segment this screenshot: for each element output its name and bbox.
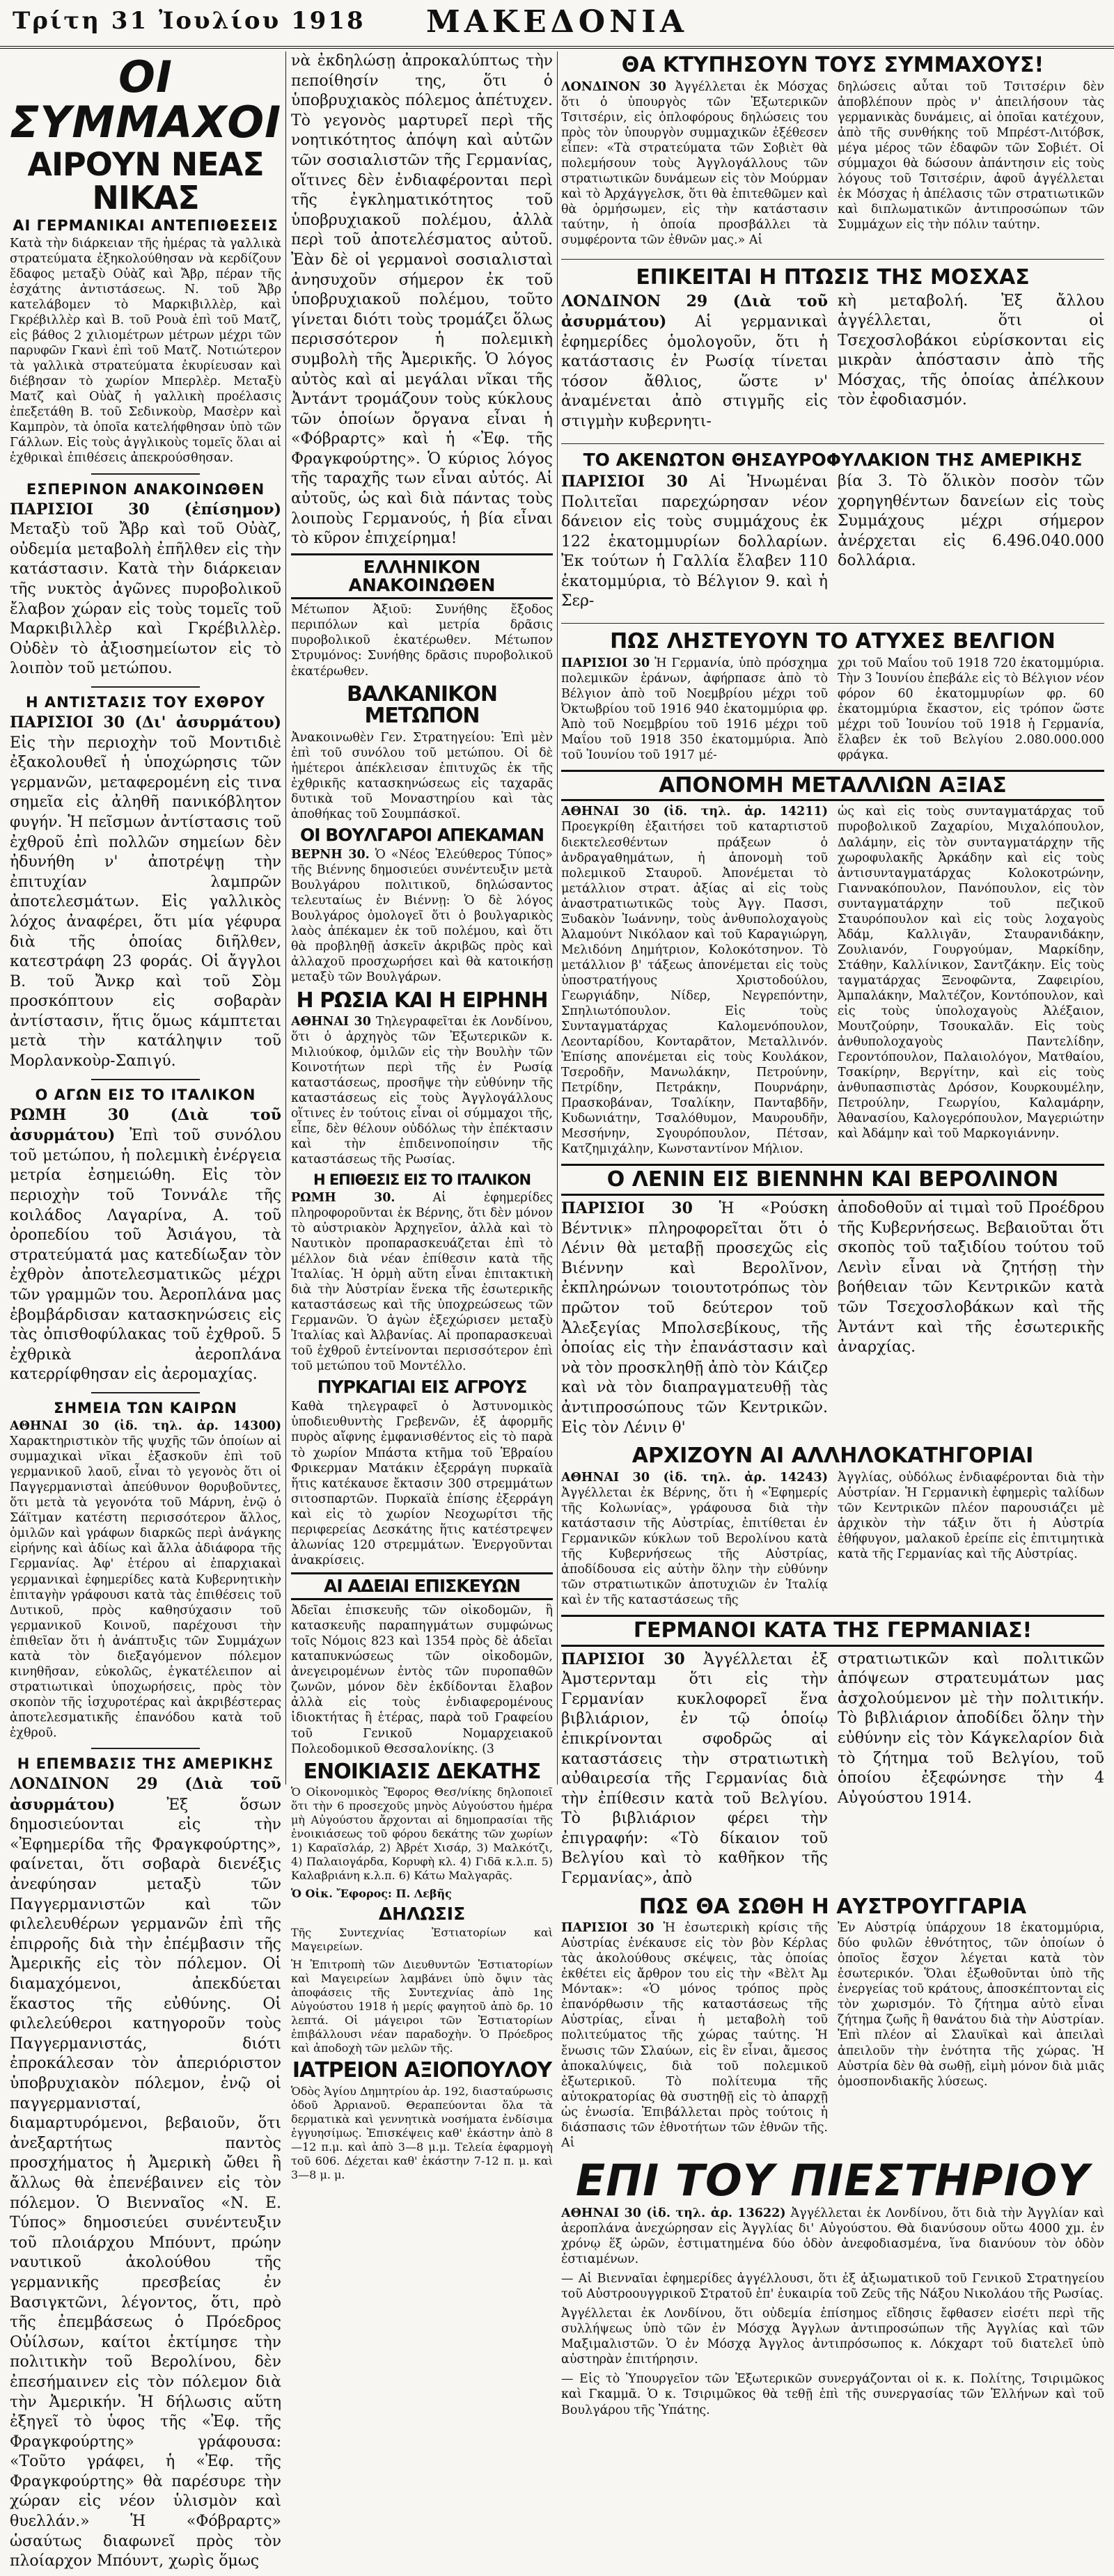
section-title: ΓΕΡΜΑΝΟΙ ΚΑΤΑ ΤΗΣ ΓΕΡΜΑΝΙΑΣ!	[561, 1615, 1104, 1647]
dateline: ΠΑΡΙΣΙΟΙ 30	[561, 1650, 685, 1668]
section-title: ΠΩΣ ΘΑ ΣΩΘΗ Η ΑΥΣΤΡΟΥΓΓΑΡΙΑ	[638, 1894, 1027, 1919]
column-1	[10, 52, 281, 2576]
section-title: ΕΣΠΕΡΙΝΟΝ ΑΝΑΚΟΙΝΩΘΕΝ	[26, 480, 265, 498]
article-text: Τηλεγραφεῖται ἐκ Λονδίνου, ὅτι ὁ ἀρχηγὸς τῶν Ἐξωτερικῶν κ. Μιλιούκοφ, ὁμιλῶν εἰς τὴν Βουλὴν τῶν Κοινοτήτων περὶ τῆς ἐν Ρωσίᾳ καταστάσεως, προσῆψε τὴν εὐθύνην τῆς καταστάσεως εἰς τοὺς Ἀγγλογάλλους οἵτινες ἐν τούτοις εἶναι οἱ σύμμαχοι τῆς, εἶπε, δὲν θέλουν οὐδόλως τὴν ἐπέκτασιν καὶ τὴν ἐπιδεινοποίησιν τῆς καταστάσεως τῆς Ρωσίας.	[291, 1015, 553, 1167]
dateline: ΠΑΡΙΣΙΟΙ 30	[561, 656, 650, 670]
dateline: ΒΕΡΝΗ 30.	[291, 848, 370, 862]
article-text: Αἱ γερμανικαὶ ἐφημερίδες ὁμολογοῦν, ὅτι ἡ κατάστασις ἐν Ρωσίᾳ τίνεται τόσον ἄθλιος, ὥστε ν' ἀναμένεται ἀπὸ στιγμῆς εἰς στιγμὴν κυβερνητι-	[561, 313, 829, 431]
section-title: ΠΥΡΚΑΓΙΑΙ ΕΙΣ ΑΓΡΟΥΣ	[317, 1377, 527, 1398]
column-divider	[285, 52, 286, 1785]
section-title: ΕΛΛΗΝΙΚΟΝ ΑΝΑΚΟΙΝΩΘΕΝ	[291, 553, 553, 600]
main-subheadline: ΑΙΡΟΥΝ ΝΕΑΣ ΝΙΚΑΣ	[27, 145, 264, 217]
article-text: Ἀγγέλλεται ἐκ Λονδίνου, ὅτι διὰ τὴν Ἀγγλίαν καὶ ἀεροπλάνα ἀνεχώρησαν εἰς Ἀγγλίας δι' Αὐγούστου. Θὰ διανύσουν οὕτω 4000 χμ. ἐν χρόνῳ ἕξ ὡρῶν, ἐστιματημένα δύο ὁδὸν ἀνεφοδιασμένα, ἵνα διανύουν τὸν ὁδὸν ἐστιαμένων.	[561, 2206, 1104, 2267]
article-text: Ἡ Γερμανία, ὑπὸ πρόσχημα πολεμικῶν ἐράνων, ἀφήρπασε ἀπὸ τὸ Βέλγιον ἀπὸ τοῦ Νοεμβρίου μέχρι τοῦ Ὀκτωβρίου τοῦ 1916 940 ἑκατομμύρια φρ. Ἀπὸ τοῦ Νοεμβρίου τοῦ 1916 μέχρι τοῦ Μαΐου τοῦ 1918 350 ἑκατομμύρια. Ἀπὸ τοῦ Ἰουνίου τοῦ 1917 μέ-	[561, 656, 828, 762]
ad-number: (3	[482, 1741, 495, 1756]
article-text: Ἀγγέλλεται ἐκ Λονδίνου, ὅτι οὐδεμία ἐπίσημος εἴδησις ἔφθασεν εἰσέτι περὶ τῆς συλλήψεως ὑπὸ τῶν ἐν Μόσχᾳ Ἀγγλων ἀντιπροσώπων τῆς Ἀγγλίας καὶ τῶν Μαξιμαλιστῶν. Ὁ ἐν Μόσχᾳ Ἀγγλος ἀντιπρόσωπος κ. Λόκχαρτ τοῦ διατελεῖ ὑπὸ αὐστηρὰν ἐπιτήρησιν.	[561, 2307, 1104, 2367]
dateline: ΠΑΡΙΣΙΟΙ 30	[561, 1921, 654, 1936]
article-text: Ἀγγέλλεται ἐκ Βέρνης, ὅτι ἡ «Ἐφημερίς τῆς Κολωνίας», γράφουσα διὰ τὴν κατάστασιν τῆς Αὐστρίας, ἐπιτίθεται ἐν Γερμανικῶν κύκλων τοῦ Βερολίνου κατὰ τῆς Κυβερνήσεως τῆς Αὐστρίας, ἀποδίδουσα εἰς αὐτὴν ὅλην τὴν εὐθύνην τῶν στρατιωτικῶν ἀποτυχιῶν ἐν Ἰταλίᾳ καὶ ἐν τῆς καταστάσεως τῆς	[561, 1485, 828, 1607]
section-title: ΕΠΙΚΕΙΤΑΙ Η ΠΤΩΣΙΣ ΤΗΣ ΜΟΣΧΑΣ	[636, 265, 1030, 290]
dateline: ΑΘΗΝΑΙ 30	[291, 1015, 371, 1029]
separator	[91, 1748, 200, 1749]
separator	[91, 473, 200, 475]
column-divider	[557, 52, 558, 1785]
article-text: ὡς καὶ εἰς τοὺς συνταγματάρχας τοῦ πυροβολικοῦ Ζαχαρίου, Μιχαλόπουλον, Δαλάμην, εἰς τὸν συνταγματάρχην τῆς χωροφυλακῆς Ἀρκάδην καὶ εἰς τοὺς ἀντισυνταγματάρχας Κολοκοτρώνην, Γιαννακόπουλον, Πανόπουλον, εἰς τὸν συνταγματάρχην τοῦ πεζικοῦ Σταυρόπουλον καὶ εἰς τοὺς λοχαγοὺς Ἀδάμ, Καλλιγᾶν, Σταυρανιδάκην, Ζουλιανόν, Γουργούμαν, Μαρκίδην, Στάθην, Καλλίνικον, Σαντζάκην. Εἰς τοὺς ταγματάρχας Ξενοφῶντα, Ζαφειρίου, Ἀμπαλάκην, Μαλτέζον, Κοντόπουλον, καὶ εἰς τοὺς ὑπολοχαγοὺς Ἀλέξαιον, Μουτζούρην, Τσουκαλᾶν. Εἰς τοὺς ἀνθυπολοχαγοὺς Παντελίδην, Γεροντόπουλον, Παλαιολόγον, Ματθαίου, Τσακίρην, Βεργίτην, καὶ εἰς τοὺς ἀνθυπασπιστὰς Δρόσον, Κουρκουμέλην, Πετρούλην, Γεωργίου, Καλαμάρην, Ἀθανασίου, Καλογερόπουλον, Μαγεριώτην καὶ Ἀδάμην καὶ τοῦ Μαρκογιάννην.	[838, 805, 1104, 1141]
section-title: Ο ΛΕΝΙΝ ΕΙΣ ΒΙΕΝΝΗΝ ΚΑΙ ΒΕΡΟΛΙΝΟΝ	[561, 1164, 1104, 1196]
section-title: ΑΡΧΙΖΟΥΝ ΑΙ ΑΛΛΗΛΟΚΑΤΗΓΟΡΙΑΙ	[631, 1444, 1034, 1469]
dateline: ΛΟΝΔΙΝΟΝ 29 (Διὰ τοῦ ἀσυρμάτου)	[10, 1775, 281, 1814]
article-text: Ἀδεῖαι ἐπισκευῆς τῶν οἰκοδομῶν, ἢ κατασκευῆς παραπηγμάτων συμφώνως τοῖς Νόμοις 823 καὶ 1354 πρὸς δὲ ἀδεῖαι καταπυκνώσεως τῶν οἰκοδομῶν, ἀνεγειρομένων ἐντὸς τῶν πυροπαθῶν ζωνῶν, μόνον δὲν ἐκδίδονται ἔλαβον ἀλλὰ εἰς τοὺς ἐνδιαφερομένους ἰδιοκτήτας ἢ ἑτέρας, παρὰ τοῦ Γραφείου τοῦ Γενικοῦ Νομαρχειακοῦ Πολεοδομικοῦ Θεσσαλονίκης.	[291, 1604, 553, 1756]
main-kicker: ΑΙ ΓΕΡΜΑΝΙΚΑΙ ΑΝΤΕΠΙΘΕΣΕΙΣ	[13, 216, 278, 234]
section-title: Η ΡΩΣΙΑ ΚΑΙ Η ΕΙΡΗΝΗ	[296, 988, 548, 1013]
dateline: ΑΘΗΝΑΙ 30 (ἰδ. τηλ. ἀρ. 14300)	[10, 1419, 281, 1434]
section-title: ΔΗΛΩΣΙΣ	[378, 1904, 466, 1925]
dateline: ΑΘΗΝΑΙ 30 (ἰδ. τηλ. ἀρ. 13622)	[561, 2206, 786, 2220]
article-text: κὴ μεταβολή. Ἐξ ἄλλου ἀγγέλλεται, ὅτι οἱ Τσεχοσλοβάκοι εὑρίσκονται εἰς μικρὰν ἀπόστασιν ἀπὸ τῆς Μόσχας, τῆς ὁποίας ἀπέλκουν τὸν ἐφοδιασμόν.	[838, 292, 1104, 409]
article-text: Προεγκρίθη ἐξαιτήσει τοῦ καταρτιστοῦ διεκτελεσθέντων πράξεων ὁ ἀνδραγαθημάτων, ἡ ἀπονομὴ τοῦ πολεμικοῦ Σταυροῦ. Ἀπονέμεται τὸ μετάλλιον στρατ. ἀξίας αἱ εἰς τοὺς ἀναστρατιωτικῶς τοὺς Ἀγγ. Πασσι, Ξυδακὸν Ἰωάννην, τοὺς ἀνθυπολοχαγοὺς Ἀλαμούντ Νικόλαον καὶ τοῦ Καραγιώργη, Μελιδόνη Δημήτριον, Κολοκότσηνον. Τὸ μετάλλιον β' τάξεως ἀπονέμεται εἰς τοὺς ὑποστρατήγους Χριστοδούλου, Γεωργιάδην, Νίδερ, Νεγρεπόντην, Σπηλιωτόπουλον. Εἰς τοὺς Συνταγματάρχας Καλομενόπουλον, Λεονταρίδου, Κονταρᾶτον, Μεταλλινόν. Ἐπίσης απονέμεται εἰς τοὺς Κουλάκον, Τσεροδῆν, Μανωλάκην, Πετρούνην, Πετρίδην, Πετράκην, Πουρνάρην, Πρασκοβάναν, Τσαλίκην, Πανταβδῆν, Κυδωνιάτην, Τσαλόθυμον, Μαυρουδῆν, Μεσσήνην, Σγουρόπουλον, Πέτσαν, Κατζημιχάλην, Κωνσταντίνον Μήλιον.	[561, 820, 828, 1157]
article-text: Καθὰ τηλεγραφεῖ ὁ Ἀστυνομικὸς ὑποδιευθυντὴς Γρεβενῶν, ἐξ ἀφορμῆς πυρὸς αἴφνης ἐμφανισθέντος εἰς τὸ παρὰ τὸ χωρίον Μπάστα κτῆμα τοῦ Ἐβραίου Φρικερμαν Ματάκιν ἐξερράγη πυρκαϊὰ ἥτις κατέκαυσε ἔκτασιν 300 στρεμμάτων σιτοσπαρτῶν. Πυρκαϊὰ ἐπίσης ἐξερράγη καὶ εἰς τὸ χωρίον Νεοχωρίτσι τῆς περιφερείας Δεσκάτης ἥτις κατέστρεψεν ἀλωνίας 120 στρεμμάτων. Ἐνεργοῦνται ἀνακρίσεις.	[291, 1400, 553, 1567]
section-title: ΣΗΜΕΙΑ ΤΩΝ ΚΑΙΡΩΝ	[54, 1400, 237, 1417]
article-text: βία 3. Τὸ ὅλικὸν ποσὸν τῶν χορηγηθέντων δανείων εἰς τοὺς Συμμάχους μέχρι σήμερον ἀνέρχεται εἰς 6.496.040.000 δολλάρια.	[838, 472, 1104, 570]
article-text: Ἀγγέλλεται ἐξ Ἀμστερνταμ ὅτι εἰς τὴν Γερμανίαν κυκλοφορεῖ ἕνα βιβλιάριον, ἐν τῷ ὁποίῳ ἐπικρίνονται σφοδρῶς αἱ καταστάσεις τὴν στρατιωτικὴ αὐθαιρεσία τῆς Γερμανίας διὰ τὴν ἐπίθεσιν κατὰ τοῦ Βελγίου. Τὸ βιβλιάριον φέρει τὴν ἐπιγραφήν: «Τὸ δίκαιον τοῦ Βελγίου καὶ τὸ καθῆκον τῆς Γερμανίας», ἀπὸ	[561, 1650, 828, 1888]
article-text: Κατὰ τὴν διάρκειαν τῆς ἡμέρας τὰ γαλλικὰ στρατεύματα ἐξηκολούθησαν νὰ κερδίζουν ἔδαφος μεταξὺ Οὐὰζ καὶ Ἄβρ, πέραν τῆς ἐσχάτης ἀντιστάσεως. Ν. τοῦ Ἄβρ κατελάβομεν τὸ Μαρκιβιλλὲρ, καὶ Γκρέβιλλὲρ καὶ Β. τοῦ Ρουὰ ἐπὶ τοῦ Ματζ, εἰς βάθος 2 χιλιομέτρων μέτρων μέχρι τῶν παρυφῶν Γκανὶ ἐπὶ τοῦ Ματζ. Νοτιώτερον τὰ γαλλικὰ στρατεύματα ἐκυρίευσαν καὶ διέβησαν τὸ χωρίον Μπερλὲρ. Μεταξὺ Ματζ καὶ Οὐὰζ ἡ γαλλικὴ προέλασις ἐπεξετάθη Β. τοῦ Σεδινκοὺρ, Μασὲρν καὶ Καμπρὸν, τὰ ὁποῖα κατελήφθησαν ὑπὸ τῶν Γάλλων. Εἰς τοὺς ἀγγλικοὺς τομεῖς ὅλαι αἱ ἐχθρικαὶ ἐπιθέσεις ἀπεκρούσθησαν.	[10, 236, 281, 466]
separator	[91, 1079, 200, 1080]
dateline: ΑΘΗΝΑΙ 30 (ἰδ. τηλ. ἀρ. 14243)	[561, 1470, 828, 1485]
section-title: ΤΟ ΑΚΕΝΩΤΟΝ ΘΗΣΑΥΡΟΦΥΛΑΚΙΟΝ ΤΗΣ ΑΜΕΡΙΚΗΣ	[583, 449, 1083, 470]
section-title: ΑΙ ΑΔΕΙΑΙ ΕΠΙΣΚΕΥΩΝ	[291, 1572, 553, 1600]
ad-text: Ἡ Ἐπιτροπὴ τῶν Διευθυντῶν Ἑστιατορίων καὶ Μαγειρείων λαμβάνει ὑπὸ ὄψιν τὰς ἀποφάσεις τῆς Συντεχνίας ἀπὸ 1ης Αὐγούστου 1918 ἡ μερίς φαγητοῦ ἀπὸ δρ. 10 λεπτά. Οἱ μάγειροι τῶν Ἑστιατορίων ἐπιβάλλουσι νέαν παραδοχὴν. Ὁ Πρόεδρος καὶ ἀποδοχὴ τῶν μελῶν τῆς.	[291, 1958, 553, 2055]
dateline: ΡΩΜΗ 30.	[291, 1190, 395, 1205]
section-title: ΙΑΤΡΕΙΟΝ ΑΞΙΟΠΟΥΛΟΥ	[292, 2058, 552, 2083]
section-title: ΑΠΟΝΟΜΗ ΜΕΤΑΛΛΙΩΝ ΑΞΙΑΣ	[561, 770, 1104, 802]
newspaper-title: ΜΑΚΕΔΟΝΙΑ	[425, 4, 689, 40]
section-title: ΠΩΣ ΛΗΣΤΕΥΟΥΝ ΤΟ ΑΤΥΧΕΣ ΒΕΛΓΙΟΝ	[610, 629, 1056, 654]
article-text: Ἐν Αὐστρίᾳ ὑπάρχουν 18 ἑκατομμύρια, δύο φυλῶν ἐθνότητος, τῶν ὁποίων ὁ ὁποῖος ἔσχον λέγεται κατὰ τὸν ἐσωτερικόν. Ὅλαι ἐξωθοῦνται ὑπὸ τῆς ἐνεργείας τοῦ κράτους, ἀποσκέπτονται εἰς τὸν χωρισμόν. Τὸ ζήτημα αὐτὸ εἶναι ζήτημα ζωῆς ἢ θανάτου διὰ τὴν Αὐστρίαν. Ἐπὶ πλέον αἱ Σλαυϊκαὶ καὶ ἀπειλαὶ ἀπειλοῦν τὴν ἑνότητα τῆς χώρας. Ἡ Αὐστρία δὲν θὰ σωθῇ, εἰμὴ μόνον διὰ μιᾶς ὁμοσπονδιακῆς λύσεως.	[838, 1921, 1104, 2089]
dateline: ΠΑΡΙΣΙΟΙ 30 (ἐπίσημον)	[10, 500, 281, 519]
dateline: ΛΟΝΔΙΝΟΝ 30	[561, 79, 666, 94]
issue-date: Τρίτη 31 Ἰουλίου 1918	[13, 7, 366, 35]
separator	[91, 1392, 200, 1393]
section-title: ΒΑΛΚΑΝΙΚΟΝ ΜΕΤΩΠΟΝ	[347, 681, 497, 729]
section-title: Η ΕΠΙΘΕΣΙΣ ΕΙΣ ΤΟ ΙΤΑΛΙΚΟΝ	[313, 1171, 531, 1188]
article-text: Χαρακτηριστικὸν τῆς ψυχῆς τῶν ὁποίων αἱ συμμαχικαὶ νῖκαι ἐξασκοῦν ἐπὶ τοῦ γερμανικοῦ λαοῦ, εἶναι τὸ γεγονὸς ὅτι οἱ Παγγερμανισταὶ ἀπεύθυνον θορυβοῦντες, ὅτι μετὰ τὰ γεγονότα τοῦ Μάρνη, ἐνῷ ὁ Σάϊτμαν κατέστη περισσότερον ἄλλος, ὁμιλῶν καὶ γράφων διαρκῶς περὶ ἀνάγκης εἰρήνης καὶ ἀδίως καὶ ἄλλα ἀδιάφορα τῆς Γερμανίας. Ἀφ' ἑτέρου αἱ ἐπαρχιακαὶ γερμανικαὶ ἐφημερίδες κατὰ Κυβερνητικὴν ἐπιταγὴν γράφουσι κατὰ τὰς ἐπιθέσεις τοῦ Δυτικοῦ, πρὸς καθησύχασιν τοῦ γερμανικοῦ Κοινοῦ, παρέχουσι τὴν ἐπιθεῖαν ὅτι ἡ ἀνάπτυξις τῶν Συμμάχων κατὰ τὸν διεξαγόμενον πόλεμον κινηθῆσαν, εὐκολῶς, ἐγκατέλειπον αἱ στρατιωτικαὶ ὑποχωρήσεις, πρὸς τὸν σκοπὸν τῆς ἰσχυροτέρας καὶ ἀκριβέστερας ἀποτελεσματικῆς ἐπανόδου κατὰ τοῦ ἐχθροῦ.	[10, 1435, 281, 1740]
ad-text: Ὁδὸς Ἁγίου Δημητρίου ἀρ. 192, διασταύρωσις ὁδοῦ Ἀρριανοῦ. Θεραπεύονται ὅλα τὰ δερματικὰ καὶ γεννητικὰ νοσήματα ἐνδίσιμα ἐγγυησίμως. Ἐπισκέψεις καθ' ἑκάστην ἀπὸ 8—12 π.μ. καὶ ἀπὸ 3—8 μ.μ. Τελεία ἐφαρμογὴ τοῦ 606. Δέχεται καθ' ἑκάστην 7-12 π. μ. καὶ 3—8 μ. μ.	[291, 2084, 553, 2181]
dateline: ΠΑΡΙΣΙΟΙ 30	[561, 472, 688, 491]
article-text: Ἐπὶ τοῦ συνόλου τοῦ μετώπου, ἡ πολεμικὴ ἐνέργεια μετρία ἐσημειώθη. Εἰς τὸν περιοχὴν τοῦ Τοννάλε τῆς κοιλάδος Λαγαρίνα, Α. τοῦ ὀροπεδίου τοῦ Ἀσιάγου, τὰ στρατεύματά μας κατεδίωξαν τὸν ἐχθρὸν ἀποτελεσματικῶς μέχρι τῶν γραμμῶν του. Ἀεροπλάνα μας ἐβομβάρδισαν κατασκηνώσεις εἰς τὰς ὀπισθοφύλακας τοῦ ἐχθροῦ. 5 ἐχθρικὰ ἀεροπλάνα κατερρίφθησαν εἰς ἀερομαχίας.	[10, 1127, 281, 1384]
section-title: Ο ΑΓΩΝ ΕΙΣ ΤΟ ΙΤΑΛΙΚΟΝ	[35, 1086, 256, 1103]
article-text: ἀποδοθοῦν αἱ τιμαὶ τοῦ Προέδρου τῆς Κυβερνήσεως. Βεβαιοῦται ὅτι σκοπὸς τοῦ ταξιδίου τούτου τοῦ Λενὶν εἶναι νὰ ζητήσῃ τὴν βοήθειαν τῶν Κεντρικῶν κατὰ τῶν Τσεχοσλοβάκων καὶ τῆς Ἀντάντ καὶ τῆς ἐσωτερικῆς ἀναρχίας.	[838, 1199, 1104, 1357]
section-title: ΟΙ ΒΟΥΛΓΑΡΟΙ ΑΠΕΚΑΜΑΝ	[299, 824, 544, 845]
article-text: Ἀγγλίας, οὐδόλως ἐνδιαφέρονται διὰ τὴν Αὐστρίαν. Ἡ Γερμανικὴ ἐφημερὶς ταλίδων τῶν Κεντρικῶν πλέον παρουσιάζει μὲ ἀρχικὸν τὴν τάξιν ὅτι ἡ Αὐστρία ἐθήφυγον, μαλακοῦ ἐρείπε εἰς ἐπιτιμητικὰ κατὰ τῆς Γερμανίας καὶ τῆς Αὐστρίας.	[838, 1470, 1104, 1561]
article-text: Μεταξὺ τοῦ Ἄβρ καὶ τοῦ Οὐὰζ, οὐδεμία μεταβολὴ ἐπῆλθεν εἰς τὴν κατάστασιν. Κατὰ τὴν διάρκειαν τῆς νυκτὸς ἀγῶνες πυροβολικοῦ ἔλαβον χώραν εἰς τοὺς τομεῖς τοῦ Μαρκιβιλλὲρ καὶ Γκρέβιλλὲρ. Οὐδὲν τὸ ἀξιοσημείωτον εἰς τὸ λοιπὸν τοῦ μετώπου.	[10, 521, 281, 678]
dateline: ΛΟΝΔΙΝΟΝ 29 (Διὰ τοῦ ἀσυρμάτου)	[561, 292, 828, 331]
dateline: ΑΘΗΝΑΙ 30 (ἰδ. τηλ. ἀρ. 14211)	[561, 805, 828, 819]
ad-subtitle: Τῆς Συντεχνίας Ἑστιατορίων καὶ Μαγειρείων.	[291, 1926, 553, 1954]
dateline: ΠΑΡΙΣΙΟΙ 30 (Δι' ἀσυρμάτου)	[10, 713, 281, 732]
column-2	[291, 52, 553, 2186]
article-text: Ἡ «Ρούσκη Βέντνικ» πληροφορεῖται ὅτι ὁ Λένιν θὰ μεταβῇ προσεχῶς εἰς Βιέννην καὶ Βερολῖνον, ἐκπληρώνων τοιουτοτρόπως τὸν πρῶτον τοῦ δεύτερον τοῦ Ἀλεξεγίας Μπολσεβίκους, τῆς ὁποίας εἰς τὴν ἐπανάστασιν καὶ νὰ τὸν προσκληθῇ ἀπὸ τὸν Κάιζερ καὶ νὰ τὸν διαπραγματευθῇ τὰς ἀντιπροσώπους τῶν Κεντρικῶν. Εἰς τὸν Λένιν θ'	[561, 1199, 828, 1437]
separator	[561, 259, 1104, 260]
article-text: χρι τοῦ Μαΐου τοῦ 1918 720 ἑκατομμύρια. Τὴν 3 Ἰουνίου ἐπεβάλε εἰς τὸ Βέλγιον νέον φόρον 60 ἑκατομμυρίων φρ. 60 ἑκατομμύρια ἔκαστον, εἰς τρόπον ὥστε μέχρι τοῦ Ἰουνίου τοῦ 1918 ἡ Γερμανία, ἔλαβεν ἐκ τοῦ Βελγίου 2.080.000.000 φράγκα.	[838, 656, 1104, 762]
separator	[561, 443, 1104, 444]
dateline: ΠΑΡΙΣΙΟΙ 30	[561, 1199, 693, 1217]
section-title: ΕΠΙ ΤΟΥ ΠΙΕΣΤΗΡΙΟΥ	[575, 2154, 1090, 2206]
article-text: νὰ ἐκδηλώσῃ ἀπροκαλύπτως τὴν πεποίθησίν της, ὅτι ὁ ὑποβρυχιακὸς πόλεμος ἀπέτυχεν. Τὸ γεγονὸς μαρτυρεῖ περὶ τῆς νοητικότητος ἀπόψη καὶ αὐτῶν τῶν σοσιαλιστῶν τῆς Γερμανίας, οἵτινες δὲν ἐνδιαφέρονται περὶ τῆς ἐγκληματικότητος τοῦ ὑποβρυχιακοῦ πολέμου, ἀλλὰ περὶ τοῦ ἀποτελέσματος αὐτοῦ. Ἐὰν δὲ οἱ γερμανοὶ σοσιαλισταὶ ἀνησυχοῦν σήμερον ἐκ τοῦ ὑποβρυχιακοῦ πολέμου, τοῦτο γίνεται διότι τοὺς τρομάζει ὅλως περισσότερον ἡ πολεμικὴ συμβολὴ τῆς Ἀμερικῆς. Ὁ λόγος αὐτὸς καὶ αἱ μεγάλαι νῖκαι τῆς Ἀντάντ τρομάζουν τοὺς κύκλους τῶν ὁποίων ὄργανα εἶναι ἡ «Φόβραρτς» καὶ ἡ «Ἐφ. τῆς Φραγκφούρτης». Ὁ κύριος λόγος τῆς ταραχῆς των εἶναι αὐτός. Αἱ αὐτοῦς, ὡς καὶ διὰ πάντας τοὺς λοιποὺς Γερμανούς, ἡ βία εἶναι τὸ κῦρον ἐπιχείρημα!	[291, 52, 553, 548]
article-text: Αἱ Ἡνωμέναι Πολιτεῖαι παρεχώρησαν νέον δάνειον εἰς τοὺς συμμάχους ἐκ 122 ἑκατομμυρίων δολλαρίων. Ἐκ τούτων ἡ Γαλλία ἔλαβεν 110 ἑκατομμύρια, τὸ Βέλγιον 9. καὶ ἡ Σερ-	[561, 473, 828, 610]
article-text: Ἡ ἐσωτερικὴ κρίσις τῆς Αὐστρίας ἐνέκαυσε εἰς τὸν βὸν Κέρλας τὰς ἀκολούθους σκέψεις, τὰς ὁποίας ἐκθέτει εἰς ἄρθρον του εἰς τὴν «Βὲλτ Ἀμ Μόντακ»: «Ὁ μόνος τρόπος πρὸς ἐπανόρθωσιν τῆς καταστάσεως τῆς Αὐστρίας, εἶναι ἡ μεταβολὴ τοῦ πολιτεύματος τῆς χώρας ταύτης. Ἡ ἔνωσις τῶν Σλαύων, εἰς ἓν εἶναι, ἄμεσος ἀποκαλύψεις, διὰ τοῦ πολεμικοῦ ἐξωτερικοῦ. Τὸ πολίτευμα τῆς αὐτοκρατορίας θὰ συστηθῇ εἰς τὸ ἀπαρχῇ ὡς ἑνωσία. Ἐπιβάλλεται πρὸς τούτοις ἡ διάσπασις τῶν ἐθνοτήτων τῶν ἐθνῶν τῆς. Αἱ	[561, 1921, 828, 2150]
article-text: Εἰς τὴν περιοχὴν τοῦ Μοντιδιὲ ἐξακολουθεῖ ἡ ὑποχώρησις τῶν γερμανῶν, μεταφερομένη εἰς τινα σημεῖα εἰς ἀληθῆ πανικόβλητον φυγήν. Ἡ πεῖσμων ἀντίστασις τοῦ ἐχθροῦ ἐπὶ πολλῶν σημείων δὲν ἠδυνήθη ν' ἀποτρέψῃ τὴν ἐπιτυχίαν λαμπρῶν ἀποτελεσμάτων. Εἰς γαλλικὸς λόχος ἀναφέρει, ὅτι μία γέφυρα διὰ τῆς ὁποίας διῆλθεν, κατεστράφη 23 φοράς. Οἱ ἄγγλοι Β. τοῦ Ἄνκρ καὶ τοῦ Σὸμ προσκόπτουν εἰς σοβαρὰν ἀντίστασιν, ἥτις ὅμως κάμπτεται μετὰ τὴν κατάληψιν τοῦ Μορλανκοὺρ-Σαπιγύ.	[10, 734, 281, 1070]
section-title: ΕΝΟΙΚΙΑΣΙΣ ΔΕΚΑΤΗΣ	[303, 1759, 541, 1784]
separator	[561, 623, 1104, 624]
main-headline: ΟΙ ΣΥΜΜΑΧΟΙ	[10, 52, 281, 148]
dateline: ΡΩΜΗ 30 (Διὰ τοῦ ἀσυρμάτου)	[10, 1105, 281, 1145]
article-text: Ἐξ ὅσων δημοσιεύονται εἰς τὴν «Ἐφημερίδα τῆς Φραγκφούρτης», φαίνεται, ὅτι σοβαρὰ διενέξις ἀνεφύησαν μεταξὺ τῶν Παγγερμανιστῶν καὶ τῶν φιλελευθέρων γερμανῶν ἐπὶ τῆς ἐπιρροῆς διὰ τὴν ἐπέμβασιν τῆς Ἀμερικῆς εἰς τὸν πόλεμον. Οἱ διαμαχόμενοι, ἀπεκδύεται ἕκαστος τῆς εὐθύνης. Οἱ φιλελεύθεροι κατηγοροῦν τοὺς Παγγερμανιστάς, διότι ἐπροκάλεσαν τὸν ἀπεριόριστον ὑποβρυχιακὸν πόλεμον, ἐνῷ οἱ παγγερμανισταί, διαμαρτυρόμενοι, βεβαιοῦν, ὅτι ἀνεξαρτήτως παντὸς προσχήματος ἡ Ἀμερικὴ ὤθει ἢ ἄλλως θὰ ἐπενέβαινεν εἰς τὸν πόλεμον. Ὁ Βιενναῖος «Ν. Ε. Τύπος» δημοσιεύει συνέντευξιν τοῦ πλοιάρχου Μπόυντ, πρώην ναυτικοῦ ἀκολούθου τῆς γερμανικῆς πρεσβείας ἐν Βασιγκτῶνι, λέγοντος, ὅτι, πρὸ τῆς ἐπεμβάσεως ὁ Πρόεδρος Οὐίλσων, καίτοι ἐκτίμησε τὴν πολιτικὴν τοῦ Βερολίνου, δὲν ἐπεσήμαινεν εἰς τὸν πόλεμον διὰ τὴν Ἀμερικήν. Ἡ δήλωσις αὕτη ἐξηγεῖ τὸ ὑφος τῆς «Ἐφ. τῆς Φραγκφούρτης» γράφουσα: «Τοῦτο γράφει, ἡ «Ἐφ. τῆς Φραγκφούρτης» θὰ παρέσυρε τὴν χώραν εἰς νέον ὑλισμὸν καὶ θυελλάν.» Ἡ «Φόβραρτς» ὡσαύτως διαφωνεῖ πρὸς τὸν πλοίαρχον Μπόυντ, χωρὶς ὅμως	[10, 1796, 281, 2570]
article-text: δηλώσεις αὗται τοῦ Τσιτσέριν δὲν ἀποβλέπουν πρὸς ν' ἀπειλήσουν τὰς γερμανικὰς δυνάμεις, αἱ ὁποῖαι κατέχουν, ἀπὸ τῆς συνθήκης τοῦ Μπρέστ-Λιτόβσκ, μέγα μέρος τῶν ἐδαφῶν τῶν Σοβιέτ. Οἱ σύμμαχοι θὰ δώσουν ἀπάντησιν εἰς τοὺς λόγους τοῦ Τσιτσέριν, ἀφοῦ ἀγγέλλεται ἐκ Μόσχας ἡ ἀπέλασις τῶν στρατιωτικῶν καὶ διπλωματικῶν ἀντιπροσώπων τῶν Συμμάχων εἰς τὴν πόλιν ταύτην.	[838, 79, 1104, 232]
separator	[91, 686, 200, 688]
column-3	[561, 52, 1104, 2422]
article-text: — Αἱ Βιενναῖαι ἐφημερίδες ἀγγέλλουσι, ὅτι ἐξ ἀξιωματικοῦ τοῦ Γενικοῦ Στρατηγείου τοῦ Αὐστροουγγρικοῦ Στρατοῦ ἐπ' ἐυκαιρία τοῦ Ζεῦς τῆς Νάξου Νικολάου τῆς Ρωσίας.	[561, 2272, 1104, 2302]
masthead	[0, 0, 1114, 49]
article-text: στρατιωτικῶν καὶ πολιτικῶν ἀπόψεων στρατευμάτων μας ἀσχολούμενον μὲ τὴν πολιτικήν. Τὸ βιβλιάριον ἀποδίδει ὅλην τὴν εὐθύνην εἰς τὸν Κάγκελαρίον διὰ τὸ ζήτημα τοῦ Βελγίου, τοῦ ὁποίου ἐξεφώνησε τὴν 4 Αὐγούστου 1914.	[838, 1650, 1104, 1807]
section-title: Η ΕΠΕΜΒΑΣΙΣ ΤΗΣ ΑΜΕΡΙΚΗΣ	[17, 1755, 274, 1773]
article-text: — Εἰς τὸ Ὑπουργεῖον τῶν Ἐξωτερικῶν συνεργάζονται οἱ κ. κ. Πολίτης, Τσιριμῶκος καὶ Γκαμμᾶ. Ὁ κ. Τσιριμῶκος θὰ τεθῇ ἐπὶ τῆς συνεργασίας τῶν Ἑλλήνων καὶ τοῦ Βουλγάρου τῆς Ὑπάτης.	[561, 2372, 1104, 2417]
article-text: Αἱ ἐφημερίδες πληροφοροῦνται ἐκ Βέρνης, ὅτι δὲν μόνον τὸ αὐστριακὸν Ἀρχηγεῖον, ἀλλὰ καὶ τὸ Ναυτικὸν προπαρασκευάζεται ἐπὶ τὸ μέλλον διὰ νέαν ἐπίθεσιν κατὰ τῆς Ἰταλίας. Ἡ ὁρμὴ αὕτη εἶναι ἐπιτακτικὴ διὰ τὴν Ἀὐστρίαν ἕνεκα τῆς ἐσωτερικῆς καταστάσεως καὶ τῆς ὑποχρεώσεως τῶν Γερμανῶν. Ὁ ἀγὼν ἐξεχώρισεν μεταξὺ Ἰταλίας καὶ Ἀλβανίας. Αἱ προπαρασκευαὶ τοῦ ἐχθροῦ ἐντείνονται περισσότερον ἐπὶ τοῦ μετώπου τοῦ Μοντέλλο.	[291, 1190, 553, 1374]
ad-signature: Ὁ Οἰκ. Ἔφορος: Π. Λεβῆς	[291, 1887, 452, 1901]
article-text: Ἀνακοινωθὲν Γεν. Στρατηγείου: Ἐπὶ μὲν ἐπὶ τοῦ συνόλου τοῦ μετώπου. Οἱ δὲ ἡμέτεροι ἀπέκλεισαν ἐπιτυχῶς ἐκ τῆς ἐχθρικῆς κατασκηνώσεως εἰς ταχαρᾶς δυτικὰ τοῦ Μοναστηρίου καὶ τὰς ἀποθήκας τοῦ Σουμπάσκοϊ.	[291, 730, 553, 821]
article-text: Ἀγγέλλεται ἐκ Μόσχας ὅτι ὁ ὑπουργὸς τῶν Ἐξωτερικῶν Τσιτσέριν, εἰς ὁπλοφόρους δηλώσεις του πρὸς τὸν ὑπουργὸν συμμαχικῶν ἐξέθεσεν εἶπεν: «Τὰ στρατεύματα τῶν Σοβιὲτ θὰ πολεμήσουν τοὺς Ἀγγλογάλλους τῶν στρατιωτικῶν δυνάμεων εἰς τὸν Μούρμαν καὶ τὸ Ἀρχάγγελσκ, ὅτι θὰ ἐπιτεθῶμεν καὶ θὰ ὁρμήσωμεν, εἰς τὴν κατάστασιν ταύτην, ἡ ὁποία προσβάλλει τὰ συμφέροντα τῶν ἐθνῶν μας.» Αἱ	[561, 79, 828, 247]
article-text: Μέτωπον Ἀξιοῦ: Συνήθης ἔξοδος περιπόλων καὶ μετρία δρᾶσις πυροβολικοῦ ἑκατέρωθεν. Μέτωπον Στρυμόνος: Συνήθης δρᾶσις πυροβολικοῦ ἑκατέρωθεν.	[291, 603, 553, 679]
section-title: ΘΑ ΚΤΥΠΗΣΟΥΝ ΤΟΥΣ ΣΥΜΜΑΧΟΥΣ!	[621, 53, 1044, 77]
ad-text: Ὁ Οἰκονομικὸς Ἔφορος Θεσ/νίκης δηλοποιεῖ ὅτι τὴν 6 προσεχοῦς μηνὸς Αὐγούστου ἡμέρα μὴ Αὐγούστου ἄρχονται αἱ δημοπρασίαι τῆς ἐνοικιάσεως τοῦ φόρου δεκάτης τῶν χωρίων 1) Καραϊσλάρ, 2) Ἀβρέτ Χισάρ, 3) Μαλκότζι, 4) Παλαιογάρδα, Κορυφὴ κλ. 4) Γιδᾶ κ.λ.π. 5) Καλαβριάνη κ.λ.π. 6) Κάτω Μαλγαρᾶς.	[291, 1785, 553, 1883]
section-title: Η ΑΝΤΙΣΤΑΣΙΣ ΤΟΥ ΕΧΘΡΟΥ	[25, 693, 266, 711]
article-text: Ὁ «Νέος Ἐλεύθερος Τύπος» τῆς Βιέννης δημοσιεύει συνέντευξιν μετὰ Βουλγάρου πολιτικοῦ, δηλώσαντος τελευταίως ἐν Βιέννῃ: Ὁ δὲ λόγος Βουλγάρος ὁμολογεῖ ὅτι ὁ βουλγαρικὸς λαὸς ἀπέκαμεν ἐκ τοῦ πολέμου, καὶ ὅτι θὰ προβληθῇ ἀσκεῖν ἀκριβῶς πρὸς καὶ ἀλλαχοῦ προσχωρήσει καὶ θὰ κατοικήσῃ μεταξὺ τῶν Βουλγάρων.	[291, 848, 553, 985]
